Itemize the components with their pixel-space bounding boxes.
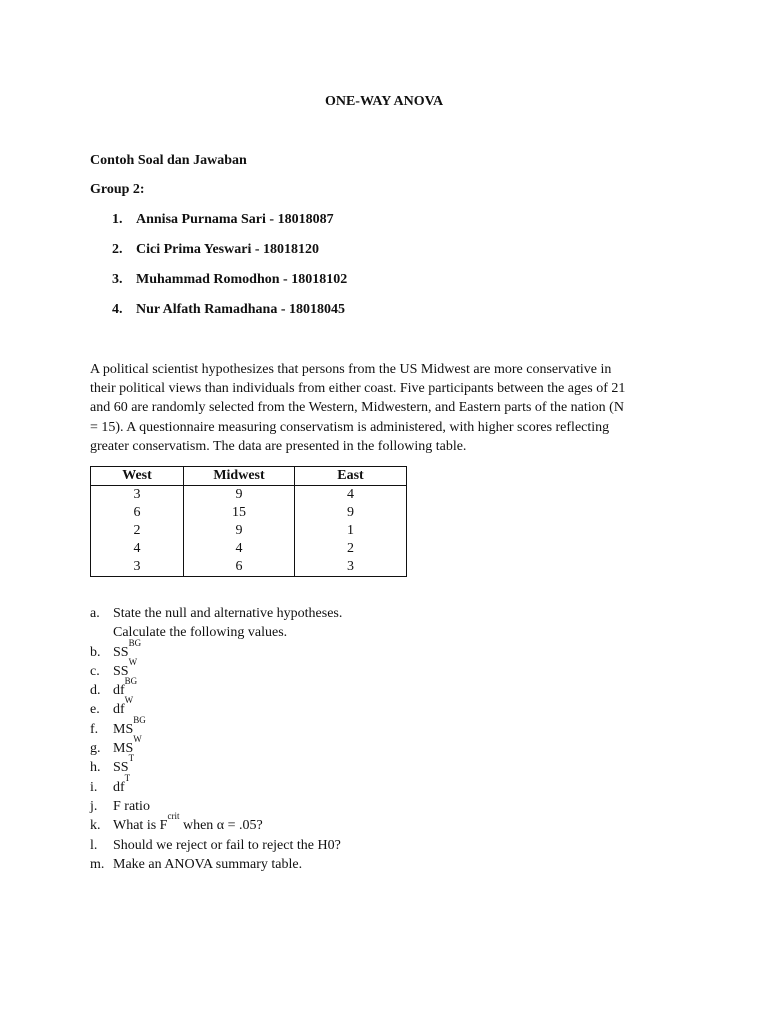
question-label: d. xyxy=(90,683,101,699)
member-name: Annisa Purnama Sari - 18018087 xyxy=(136,212,334,227)
table-row xyxy=(91,558,407,577)
question-item xyxy=(90,734,342,758)
question-label: l. xyxy=(90,837,98,853)
subtitle: Contoh Soal dan Jawaban xyxy=(90,153,247,168)
question-label: k. xyxy=(90,818,101,834)
question-label: i. xyxy=(90,779,98,795)
paragraph-line: their political views than individuals from either coast. Five participants between the ages of 21 xyxy=(90,381,626,397)
member-item xyxy=(112,211,347,241)
question-text: SS xyxy=(113,644,129,660)
question-text: Should we reject or fail to reject the H0? xyxy=(113,837,341,853)
question-text: State the null and alternative hypotheses. xyxy=(113,606,343,621)
paragraph-line: A political scientist hypothesizes that persons from the US Midwest are more conservative in xyxy=(90,362,612,377)
question-item xyxy=(90,836,342,855)
question-item xyxy=(90,714,342,739)
question-subscript: BG xyxy=(124,676,138,687)
member-list xyxy=(112,211,347,331)
question-item xyxy=(90,772,342,797)
column-header-midwest: Midwest xyxy=(184,467,295,486)
question-text: F ratio xyxy=(113,798,150,814)
table-row xyxy=(91,486,407,505)
table-row xyxy=(91,522,407,540)
question-item xyxy=(90,623,342,642)
question-text: Calculate the following values. xyxy=(113,625,288,641)
paragraph-line: greater conservatism. The data are presented in the following table. xyxy=(90,438,467,454)
question-label: j. xyxy=(90,798,98,814)
page-title: ONE-WAY ANOVA xyxy=(324,94,444,109)
member-name: Cici Prima Yeswari - 18018120 xyxy=(136,242,319,257)
question-text: df xyxy=(113,683,125,699)
paragraph-line: and 60 are randomly selected from the Western, Midwestern, and Eastern parts of the nation (N xyxy=(90,400,624,416)
member-name: Nur Alfath Ramadhana - 18018045 xyxy=(136,302,345,317)
member-number: 2. xyxy=(112,242,123,257)
member-number: 1. xyxy=(112,212,123,227)
table-cell: 15 xyxy=(184,504,295,522)
question-item xyxy=(90,695,342,719)
question-label: g. xyxy=(90,741,101,757)
table-cell: 9 xyxy=(184,486,295,505)
table-cell: 6 xyxy=(184,558,295,577)
question-text: SS xyxy=(113,663,129,679)
table-cell: 4 xyxy=(295,486,407,505)
question-item xyxy=(90,797,342,816)
question-text-after: when α = .05? xyxy=(179,818,263,834)
paragraph-line: = 15). A questionnaire measuring conservatism is administered, with higher scores reflecting xyxy=(90,419,610,435)
question-text: MS xyxy=(113,741,134,757)
data-table xyxy=(90,466,407,577)
table-cell: 9 xyxy=(295,504,407,522)
question-label xyxy=(90,623,113,642)
question-text: df xyxy=(113,702,125,718)
table-cell: 4 xyxy=(91,540,184,558)
question-item xyxy=(90,855,342,874)
member-item xyxy=(112,271,347,301)
question-text: SS xyxy=(113,760,129,776)
question-subscript: W xyxy=(124,695,134,706)
column-header-east: East xyxy=(295,467,407,486)
question-text: MS xyxy=(113,721,134,737)
table-cell: 2 xyxy=(91,522,184,540)
table-cell: 9 xyxy=(184,522,295,540)
table-cell: 6 xyxy=(91,504,184,522)
question-label: m. xyxy=(90,856,105,872)
problem-paragraph xyxy=(90,360,670,456)
question-label: e. xyxy=(90,702,100,718)
question-subscript: W xyxy=(133,734,142,745)
table-cell: 2 xyxy=(295,540,407,558)
member-name: Muhammad Romodhon - 18018102 xyxy=(136,272,348,287)
column-header-west: West xyxy=(91,467,184,486)
table-row xyxy=(91,540,407,558)
question-item xyxy=(90,811,342,835)
question-label: c. xyxy=(90,663,100,679)
question-label: b. xyxy=(90,644,101,660)
table-row xyxy=(91,504,407,522)
question-subscript: T xyxy=(128,753,135,764)
question-subscript: T xyxy=(124,772,131,783)
question-subscript: BG xyxy=(133,714,146,725)
question-item xyxy=(90,637,342,662)
question-label: a. xyxy=(90,606,100,621)
question-item xyxy=(90,604,342,623)
question-list xyxy=(90,604,342,874)
table-cell: 4 xyxy=(184,540,295,558)
question-text: Make an ANOVA summary table. xyxy=(113,856,303,872)
member-number: 3. xyxy=(112,272,123,287)
member-item xyxy=(112,301,347,331)
table-header-row xyxy=(91,467,407,486)
member-number: 4. xyxy=(112,302,123,317)
table-cell: 3 xyxy=(91,486,184,505)
question-label: f. xyxy=(90,721,99,737)
question-subscript: crit xyxy=(167,811,180,822)
question-subscript: W xyxy=(128,656,138,667)
question-text: df xyxy=(113,779,125,795)
member-item xyxy=(112,241,347,271)
question-text: What is F xyxy=(113,818,168,834)
table-cell: 3 xyxy=(91,558,184,577)
question-label: h. xyxy=(90,760,101,776)
table-cell: 1 xyxy=(295,522,407,540)
group-label: Group 2: xyxy=(90,182,145,197)
question-subscript: BG xyxy=(128,637,142,648)
table-cell: 3 xyxy=(295,558,407,577)
